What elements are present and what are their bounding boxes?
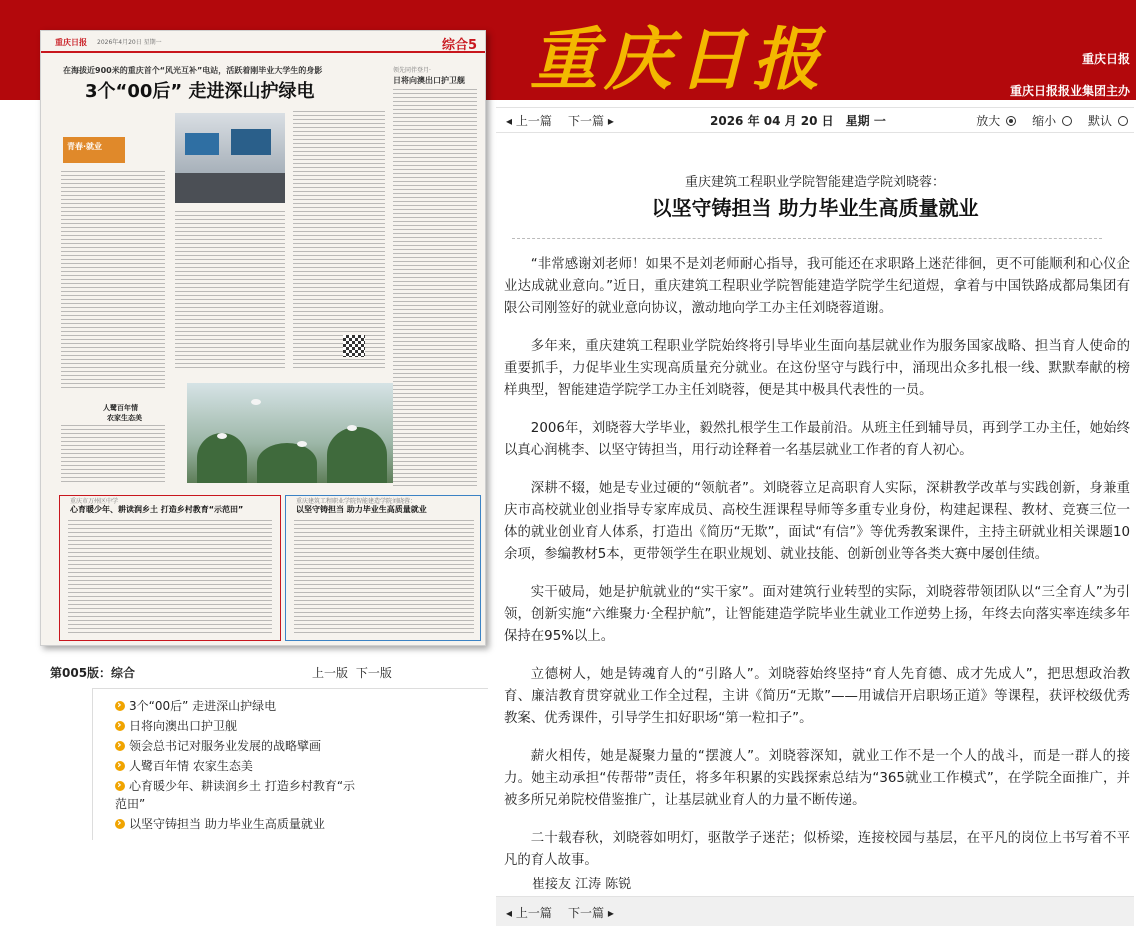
prev-article-label[interactable]: 上一篇 — [515, 114, 552, 128]
page-number-label: 第005版：综合 — [50, 666, 136, 680]
radio-icon[interactable] — [1118, 116, 1128, 126]
prev-article-link[interactable] — [506, 112, 552, 129]
article-body — [504, 254, 1130, 888]
paper-text-column — [293, 111, 385, 371]
article-paragraph: “非常感谢刘老师！如果不是刘老师耐心指导，我可能还在求职路上迷茫徘徊，更不可能顺利和心仪企业达成就业意向。”近日，重庆建筑工程职业学院智能建造学院学生纪道煜，拿着与中国铁路成都局集团有限公司刚签好的就业意向协议，激动地向学工办主任刘晓蓉道谢。 — [504, 257, 1130, 316]
article-bottom-nav — [496, 896, 1134, 926]
paper-section-label: 综合5 — [441, 38, 477, 53]
chevron-right-icon — [115, 781, 125, 791]
article-paragraph: 2006年，刘晓蓉大学毕业，毅然扎根学生工作最前沿。从班主任到辅导员，再到学工办主任，她始终以真心润桃李、以坚守铸担当，用行动诠释着一名基层就业工作者的育人初心。 — [504, 421, 1130, 458]
zoom-default-option[interactable] — [1082, 114, 1128, 128]
article-list-item-label[interactable]: 3个“00后” 走进深山护绿电 — [129, 699, 277, 713]
zoom-in-label[interactable]: 放大 — [976, 114, 1001, 128]
chevron-right-icon — [115, 701, 125, 711]
paper-photo-egrets — [187, 383, 393, 483]
article-paragraph: 立德树人，她是铸魂育人的“引路人”。刘晓蓉始终坚持“育人先育德、成才先成人”，把思想政治教育、廉洁教育贯穿就业工作全过程，主讲《简历“无欺”——用诚信开启职场正道》等课程，获评校级优秀教案、优秀课件，引导学生扣好职场“第一粒扣子”。 — [504, 667, 1130, 726]
chevron-right-icon — [115, 721, 125, 731]
paper-text-column — [68, 520, 272, 634]
article-paragraph: 深耕不辍，她是专业过硬的“领航者”。刘晓蓉立足高职育人实际，深耕教学改革与实践创新，身兼重庆市高校就业创业指导专家库成员、高校生涯课程导师等多重专业身份，构建起课程、教材、竞赛三位一体的就业创业育人体系，打造出《简历“无欺”，面试“有信”》等优秀教案课件，主持主研就业相关课题10余项，参编教材5本，更带领学生在职业规划、就业技能、创新创业等各类大赛中屡创佳绩。 — [504, 481, 1130, 562]
article-list-item[interactable] — [115, 777, 365, 813]
article-list-item-label[interactable]: 领会总书记对服务业发展的战略擘画 — [129, 739, 322, 753]
zoom-out-option[interactable] — [1026, 114, 1072, 128]
prev-article-link[interactable] — [506, 904, 552, 921]
zoom-out-label[interactable]: 缩小 — [1032, 114, 1057, 128]
egret-shape — [217, 433, 227, 439]
article-list-item[interactable] — [115, 697, 276, 715]
prev-article-label[interactable]: 上一篇 — [515, 906, 552, 920]
next-article-link[interactable] — [568, 112, 614, 129]
egret-shape — [347, 425, 357, 431]
egret-shape — [297, 441, 307, 447]
paper-main-headline[interactable]: 3个“00后” 走进深山护绿电 — [85, 81, 315, 102]
site-logo[interactable]: 重庆日报 — [530, 20, 827, 100]
article-list-item-label[interactable]: 人鹭百年情 农家生态美 — [129, 759, 253, 773]
chevron-right-icon — [115, 741, 125, 751]
article-byline: 崔接友 江涛 陈锐 — [532, 877, 632, 892]
tree-shape — [257, 443, 317, 483]
paper-headline-kicker[interactable]: 在海拔近900米的重庆首个“风光互补”电站，活跃着刚毕业大学生的身影 — [63, 66, 323, 75]
egret-shape — [251, 399, 261, 405]
paper-masthead-mark: 重庆日报 — [55, 38, 87, 47]
paper-photo-control-room — [175, 113, 285, 203]
tree-shape — [197, 433, 247, 483]
next-article-link[interactable] — [568, 904, 614, 921]
arrow-right-icon: ▸ — [607, 906, 614, 920]
article-list-item[interactable] — [115, 737, 321, 755]
paper-text-column — [61, 425, 165, 485]
page-nav — [312, 664, 396, 681]
article-list-item[interactable] — [115, 815, 325, 833]
article-title: 以坚守铸担当 助力毕业生高质量就业 — [651, 196, 979, 220]
chevron-right-icon — [115, 819, 125, 829]
next-article-label[interactable]: 下一篇 — [568, 906, 605, 920]
newspaper-page-thumbnail[interactable] — [40, 30, 486, 646]
radio-icon[interactable] — [1006, 116, 1016, 126]
chevron-right-icon — [115, 761, 125, 771]
prev-page-link[interactable]: 上一版 — [312, 666, 349, 680]
paper-text-column — [61, 171, 165, 391]
zoom-in-option[interactable] — [970, 114, 1016, 128]
paper-date-line: 2026年4月20日 星期一 — [97, 39, 162, 46]
article-paragraph: 多年来，重庆建筑工程职业学院始终将引导毕业生面向基层就业作为服务国家战略、担当育人使命的重要抓手，力促毕业生实现高质量充分就业。在这份坚守与践行中，涌现出众多扎根一线、默默奉献的榜样典型，智能建造学院学工办主任刘晓蓉，便是其中极具代表性的一员。 — [504, 339, 1130, 398]
article-paragraph: 二十载春秋，刘晓蓉如明灯，驱散学子迷茫；似桥梁，连接校园与基层，在平凡的岗位上书写着不平凡的育人故事。 — [504, 831, 1130, 868]
paper-side-headline[interactable]: 日将向澳出口护卫舰 — [393, 76, 465, 85]
radio-icon[interactable] — [1062, 116, 1072, 126]
paper-text-column — [393, 89, 477, 489]
monitor-shape — [185, 133, 219, 155]
article-list-item-label[interactable]: 心育暖少年、耕读润乡土 打造乡村教育“示范田” — [115, 779, 356, 811]
paper-photo-caption[interactable]: 农家生态美 — [107, 414, 142, 422]
monitor-shape — [231, 129, 271, 155]
article-list-item-label[interactable]: 日将向澳出口护卫舰 — [129, 719, 238, 733]
publisher-line: 重庆日报报业集团主办 — [1009, 84, 1130, 98]
paper-text-column — [294, 520, 474, 634]
article-list-item[interactable] — [115, 717, 237, 735]
article-paragraph: 薪火相传，她是凝聚力量的“摆渡人”。刘晓蓉深知，就业工作不是一个人的战斗，而是一群人的接力。她主动承担“传帮带”责任，将多年积累的实践探索总结为“365就业工作模式”，在学院全面推广，并被多所兄弟院校借鉴推广，让基层就业育人的力量不断传递。 — [504, 749, 1130, 808]
paper-masthead — [41, 31, 485, 53]
article-subtitle: 重庆建筑工程职业学院智能建造学院刘晓蓉： — [684, 175, 945, 190]
arrow-left-icon: ◂ — [506, 114, 513, 128]
paper-box-kicker: 重庆市万州区中学 — [70, 498, 119, 505]
tree-shape — [327, 427, 387, 483]
arrow-right-icon: ▸ — [607, 114, 614, 128]
paper-box-right[interactable] — [285, 495, 481, 641]
desk-shape — [175, 173, 285, 203]
article-list — [92, 688, 488, 840]
paper-column-badge: 青春·就业 — [63, 137, 125, 163]
paper-photo-caption[interactable]: 人鹭百年情 — [103, 404, 138, 412]
arrow-left-icon: ◂ — [506, 906, 513, 920]
issue-date: 2026 年 04 月 20 日 星期 一 — [710, 114, 886, 128]
qr-code-icon — [343, 335, 365, 357]
article-toolbar — [496, 107, 1134, 133]
brand-name: 重庆日报 — [1081, 52, 1130, 66]
article-list-item-label[interactable]: 以坚守铸担当 助力毕业生高质量就业 — [129, 817, 325, 831]
paper-box-left[interactable] — [59, 495, 281, 641]
zoom-default-label[interactable]: 默认 — [1087, 114, 1112, 128]
zoom-controls — [964, 112, 1128, 129]
title-divider — [512, 238, 1102, 239]
paper-box-title: 以坚守铸担当 助力毕业生高质量就业 — [296, 505, 427, 514]
paper-text-column — [175, 211, 285, 371]
article-paragraph: 实干破局，她是护航就业的“实干家”。面对建筑行业转型的实际，刘晓蓉带领团队以“三全育人”为引领，创新实施“六维聚力·全程护航”，让智能建造学院毕业生就业工作逆势上扬，年终去向落实率连续多年保持在95%以上。 — [504, 585, 1130, 644]
paper-box-title: 心育暖少年、耕读润乡土 打造乡村教育“示范田” — [70, 505, 244, 514]
next-article-label[interactable]: 下一篇 — [568, 114, 605, 128]
article-list-item[interactable] — [115, 757, 253, 775]
next-page-link[interactable]: 下一版 — [355, 666, 392, 680]
paper-box-kicker: 重庆建筑工程职业学院智能建造学院刘晓蓉： — [296, 498, 417, 505]
paper-side-kicker: 领先同伴登月· — [393, 67, 431, 74]
